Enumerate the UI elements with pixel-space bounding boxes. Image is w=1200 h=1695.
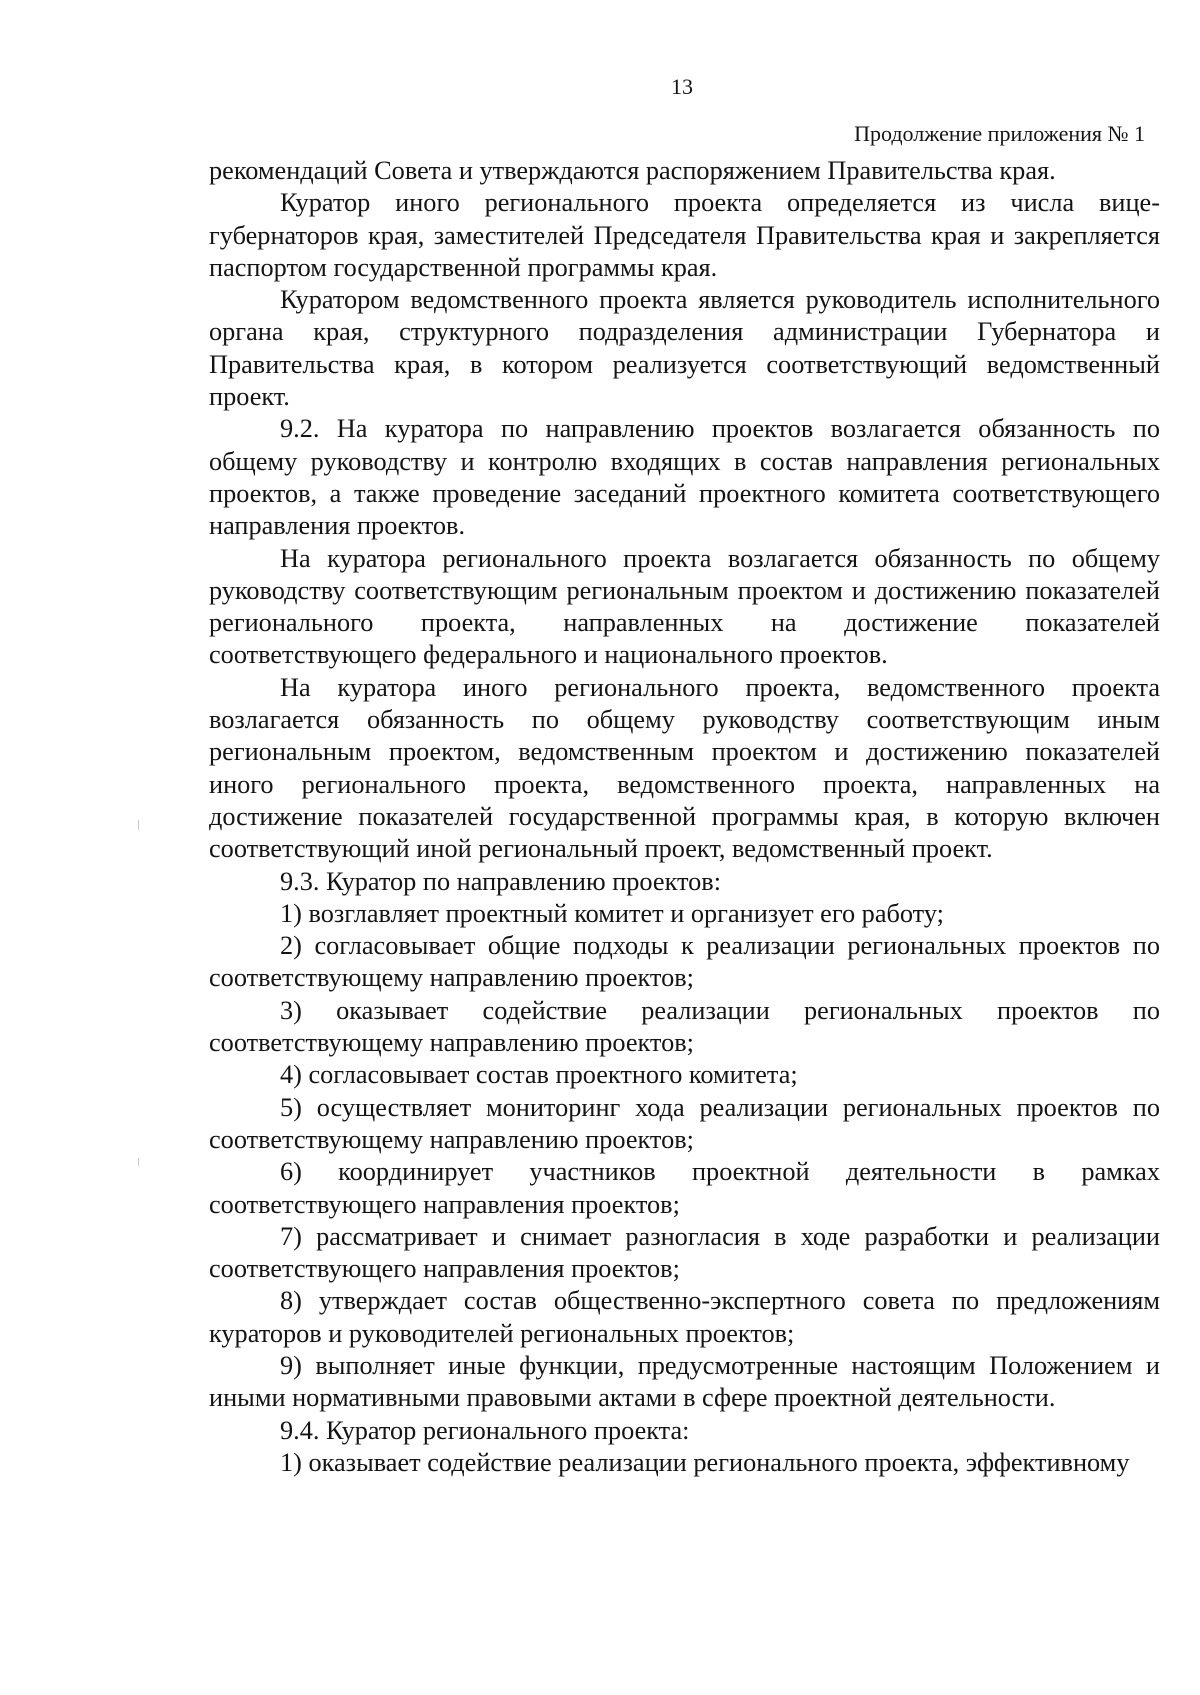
paragraph: Куратором ведомственного проекта является руководитель исполнительного органа края, структурного подразделения администрации Губернатора и Правительства края, в котором реализуется соответствующий ведомственный проект. [209, 285, 1160, 412]
section-heading: 9.4. Куратор регионального проекта: [280, 1415, 690, 1445]
list-item: 1) оказывает содействие реализации регионального проекта, эффективному [280, 1447, 1130, 1477]
list-item: 9) выполняет иные функции, предусмотренные настоящим Положением и иными нормативными правовыми актами в сфере проектной деятельности. [209, 1350, 1160, 1413]
paragraph: На куратора иного регионального проекта, ведомственного проекта возлагается обязанность по общему руководству соответствующим иным региональным проектом, ведомственным проектом и достижению показателей иного регионального проекта, ведомственного проекта, направленных на достижение показателей государственной программы края, в которую включен соответствующий иной региональный проект, ведомственный проект. [209, 672, 1160, 864]
scan-artifact [138, 820, 139, 830]
list-item: 3) оказывает содействие реализации региональных проектов по соответствующему направлению проектов; [209, 995, 1160, 1058]
list-item: 2) согласовывает общие подходы к реализации региональных проектов по соответствующему направлению проектов; [209, 931, 1160, 993]
paragraph: рекомендаций Совета и утверждаются распоряжением Правительства края. [209, 156, 1056, 185]
document-body [209, 155, 1160, 1479]
paragraph: Куратор иного регионального проекта определяется из числа вице-губернаторов края, заместителей Председателя Правительства края и закрепляется паспортом государственной программы края. [209, 188, 1160, 282]
scan-artifact [138, 1158, 139, 1166]
list-item: 8) утверждает состав общественно-экспертного совета по предложениям кураторов и руководителей региональных проектов; [209, 1286, 1160, 1348]
list-item: 5) осуществляет мониторинг хода реализации региональных проектов по соответствующему направлению проектов; [209, 1092, 1160, 1154]
paragraph: 9.2. На куратора по направлению проектов возлагается обязанность по общему руководству и контролю входящих в состав направления региональных проектов, а также проведение заседаний проектного комитета соответствующего направления проектов. [209, 414, 1160, 541]
paragraph: На куратора регионального проекта возлагается обязанность по общему руководству соответствующим региональным проектом и достижению показателей регионального проекта, направленных на достижение показателей соответствующего федерального и национального проектов. [209, 543, 1160, 670]
list-item: 1) возглавляет проектный комитет и организует его работу; [280, 898, 944, 928]
list-item: 7) рассматривает и снимает разногласия в ходе разработки и реализации соответствующего направления проектов; [209, 1221, 1160, 1284]
section-heading: 9.3. Куратор по направлению проектов: [280, 866, 722, 896]
list-item: 6) координирует участников проектной деятельности в рамках соответствующего направления проектов; [209, 1157, 1160, 1219]
page-number: 13 [671, 74, 693, 99]
list-item: 4) согласовывает состав проектного комитета; [280, 1060, 798, 1090]
appendix-continuation-note: Продолжение приложения № 1 [854, 121, 1145, 146]
